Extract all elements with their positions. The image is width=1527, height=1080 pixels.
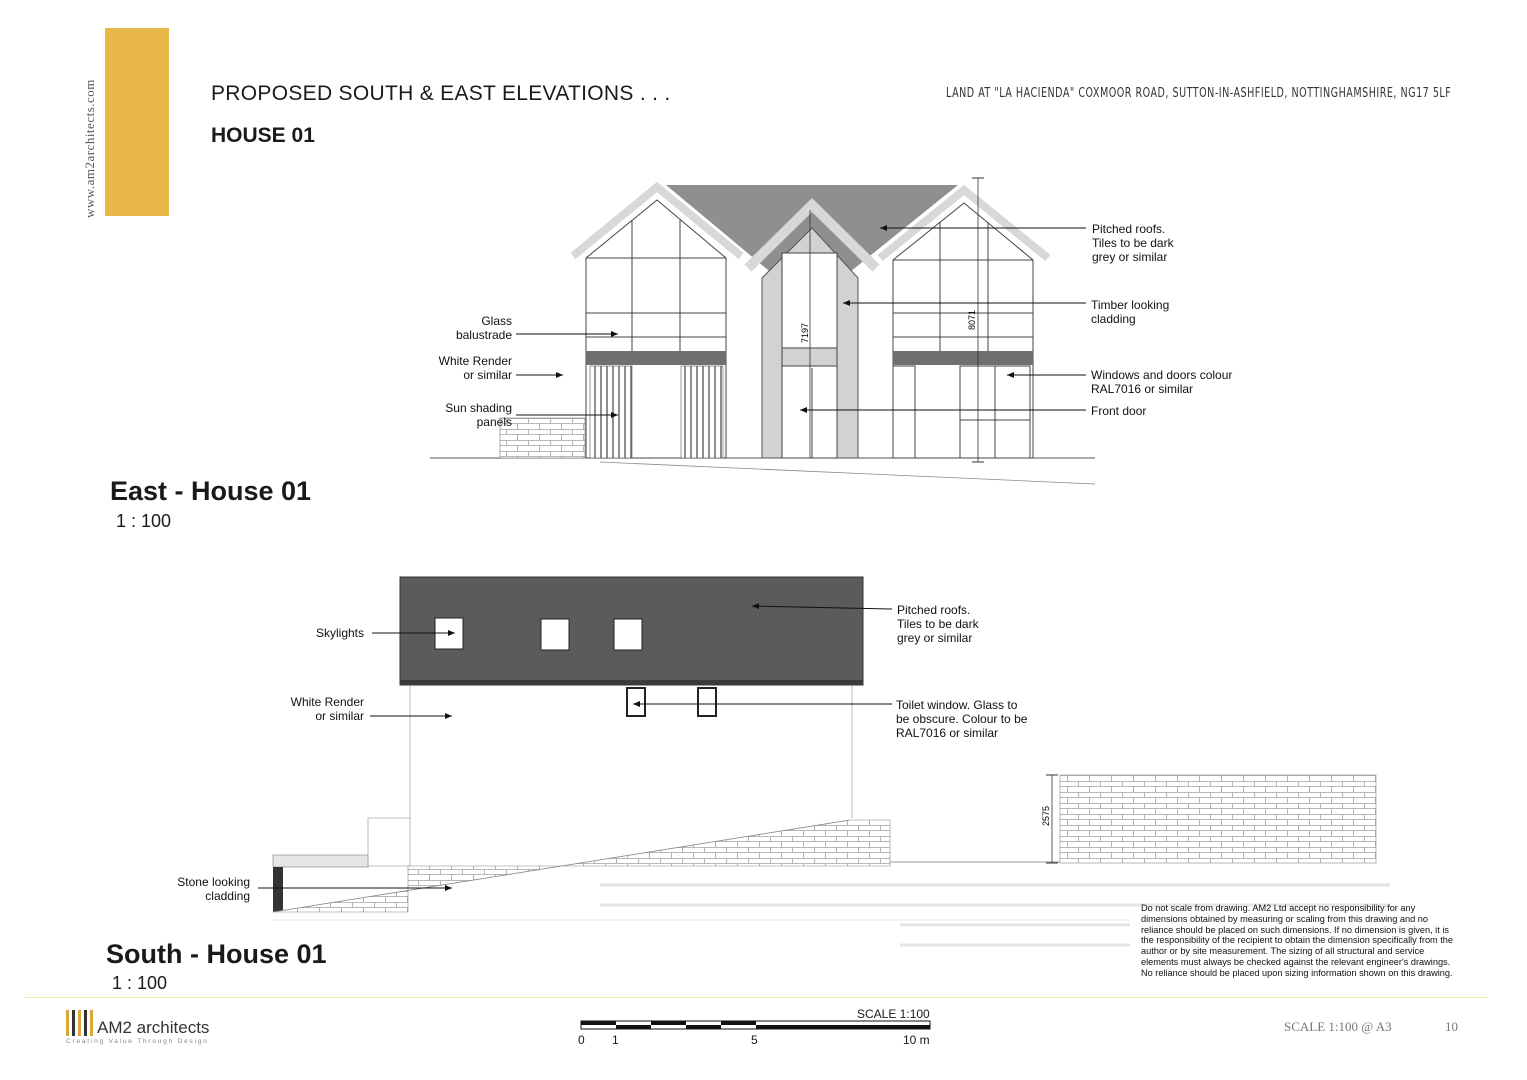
south-view-scale: 1 : 100 xyxy=(112,973,168,993)
note-toilet-window: Toilet window. Glass to be obscure. Colour to be RAL7016 or similar xyxy=(896,698,1028,740)
note-white-render-south: White Render or similar xyxy=(290,695,364,723)
scale-tick-0: 0 xyxy=(578,1033,585,1047)
note-glass-balustrade: Glass balustrade xyxy=(455,314,512,342)
note-timber-cladding: Timber looking cladding xyxy=(1091,298,1170,326)
east-view-scale: 1 : 100 xyxy=(116,511,172,531)
note-sun-shading: Sun shading panels xyxy=(445,401,512,429)
house-label: HOUSE 01 xyxy=(211,124,315,147)
note-white-render-east: White Render or similar xyxy=(438,354,512,382)
east-view-title: East - House 01 xyxy=(110,476,312,506)
sheet-title: PROPOSED SOUTH & EAST ELEVATIONS . . . xyxy=(211,82,671,105)
site-address: LAND AT "LA HACIENDA" COXMOOR ROAD, SUTTON-IN-ASHFIELD, NOTTINGHAMSHIRE, NG17 5LF xyxy=(946,86,1452,101)
note-skylights: Skylights xyxy=(316,626,365,640)
website-text: www.am2architects.com xyxy=(82,79,97,218)
note-front-door: Front door xyxy=(1091,404,1147,418)
scale-tick-1: 1 xyxy=(612,1033,619,1047)
company-name: AM2 architects xyxy=(97,1018,210,1037)
south-view-title: South - House 01 xyxy=(106,939,327,969)
toilet-window xyxy=(698,688,716,716)
east-elevation xyxy=(430,178,1095,484)
skylight xyxy=(541,619,569,650)
note-stone-cladding: Stone looking cladding xyxy=(177,875,250,903)
skylight xyxy=(614,619,642,650)
scale-tick-10: 10 m xyxy=(903,1033,930,1047)
dim-2575: 2575 xyxy=(1041,805,1051,826)
note-windows-doors: Windows and doors colour RAL7016 or similar xyxy=(1091,368,1233,396)
dim-8071: 8071 xyxy=(967,309,977,330)
scale-tick-5: 5 xyxy=(751,1033,758,1047)
disclaimer-text: Do not scale from drawing. AM2 Ltd accept no responsibility for any dimensions obtained by measuring or scaling from this drawing and no reliance should be placed on such dimensions. If no dimension is given, it is the responsibility of the recipient to obtain the dimension specifically from the author or by site measurement. The sizing of all structural and service elements must always be checked against the relevant engineer's drawings. No reliance should be placed upon sizing information shown on this drawing. xyxy=(1141,903,1454,978)
scale-bar-label: SCALE 1:100 xyxy=(857,1007,930,1021)
toilet-window xyxy=(627,688,645,716)
scale-bar xyxy=(581,1021,930,1029)
company-tagline: Creating Value Through Design xyxy=(66,1038,209,1045)
am2-logo-icon xyxy=(66,1010,93,1036)
boundary-wall xyxy=(1060,775,1376,863)
note-pitched-roofs-south: Pitched roofs. Tiles to be dark grey or similar xyxy=(897,603,979,645)
dim-7197: 7197 xyxy=(800,322,810,343)
note-pitched-roofs-east: Pitched roofs. Tiles to be dark grey or similar xyxy=(1092,222,1174,264)
footer-divider xyxy=(25,997,1487,998)
page-number: 10 xyxy=(1445,1019,1458,1034)
sheet-scale: SCALE 1:100 @ A3 xyxy=(1284,1019,1392,1034)
south-elevation xyxy=(258,577,1390,945)
